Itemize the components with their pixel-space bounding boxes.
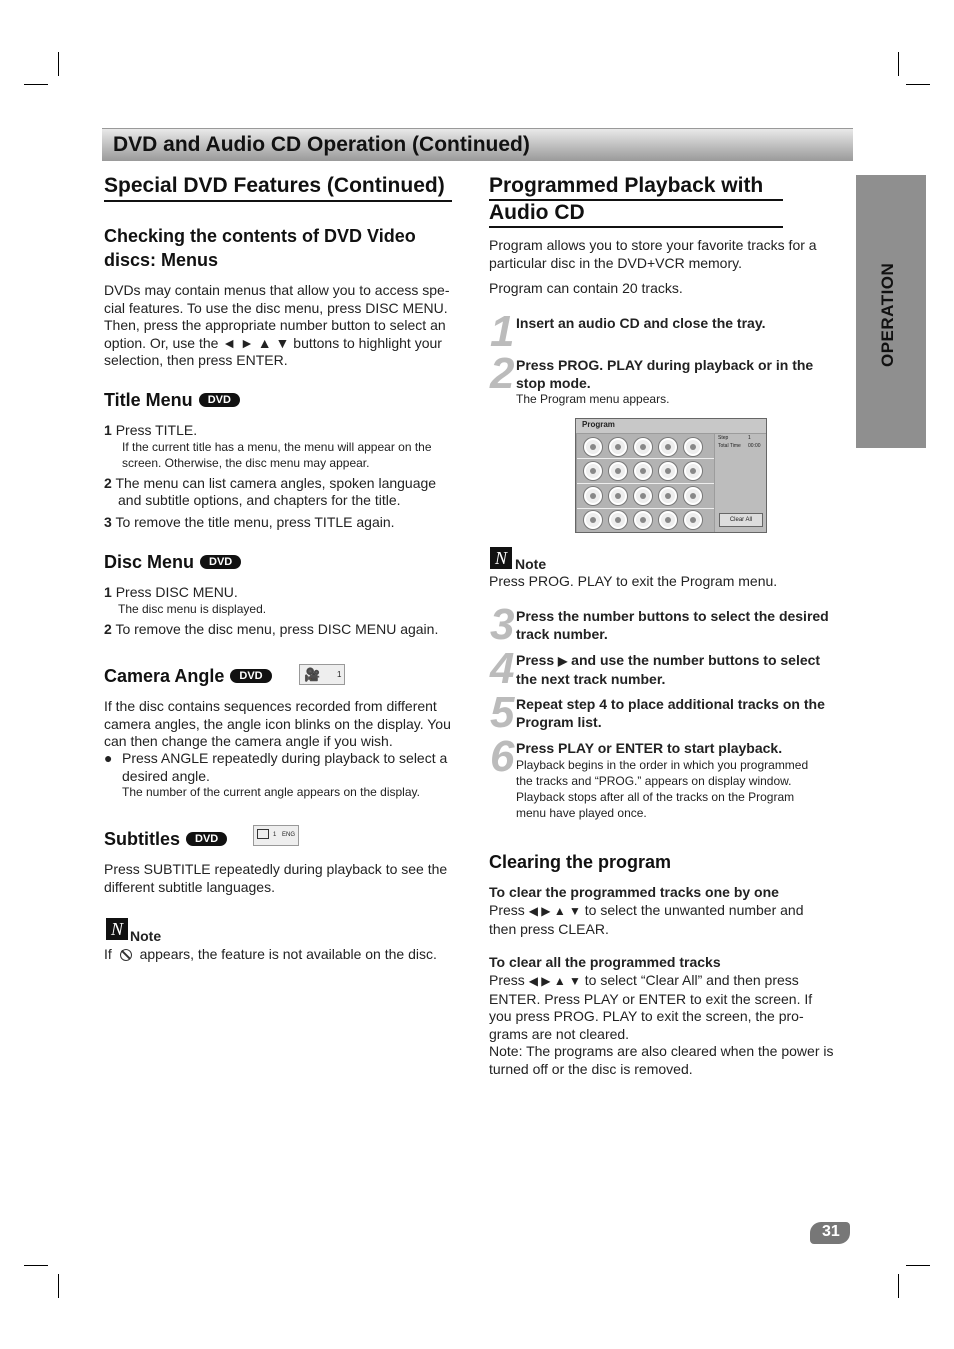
step-5-text — [516, 696, 825, 731]
program-screen — [575, 418, 767, 533]
clear-all-label: Clear All — [729, 517, 753, 523]
text-part: Press — [516, 652, 555, 668]
title-menu-step-2 — [104, 475, 436, 493]
track-slot[interactable] — [609, 487, 627, 505]
track-slot[interactable] — [634, 511, 652, 529]
section-title-right-1: Programmed Playback with — [489, 174, 764, 197]
disc-menu-heading — [104, 552, 241, 573]
step-number: 1 — [104, 422, 112, 438]
clear-one-text — [489, 902, 804, 938]
track-slot[interactable] — [609, 438, 627, 456]
track-slot[interactable] — [659, 462, 677, 480]
step-value: 1 — [748, 435, 751, 441]
text-line: DVDs may contain menus that allow you to access spe- — [104, 282, 450, 298]
track-slot[interactable] — [659, 438, 677, 456]
dvd-badge: DVD — [230, 669, 271, 683]
text-line: Press PROG. PLAY during playback or in the — [516, 357, 814, 373]
title-menu-title: Title Menu — [104, 390, 193, 410]
total-time-label: Total Time — [718, 443, 741, 449]
bullet-subtext: The number of the current angle appears on the display. — [122, 785, 420, 799]
title-menu-heading — [104, 390, 240, 411]
track-slot[interactable] — [634, 438, 652, 456]
angle-value: 1 — [337, 670, 342, 679]
title-underline — [104, 200, 452, 202]
subtitle-icon — [257, 829, 269, 839]
disc-menu-step-2 — [104, 621, 438, 639]
note-text-part: If — [104, 946, 112, 962]
crop-mark — [58, 52, 59, 76]
text-part: Press — [489, 902, 525, 918]
text-line: Press SUBTITLE repeatedly during playback to see the — [104, 861, 448, 877]
track-slot[interactable] — [659, 511, 677, 529]
track-slot[interactable] — [684, 462, 702, 480]
subtitles-heading — [104, 829, 227, 850]
text-line: the tracks and “PROG.” appears on display window. — [516, 774, 792, 788]
text-line: the next track number. — [516, 670, 666, 687]
angle-display — [299, 664, 345, 685]
step-number-large: 6 — [490, 732, 515, 781]
track-slot[interactable] — [659, 487, 677, 505]
track-slot[interactable] — [684, 438, 702, 456]
track-slot[interactable] — [634, 462, 652, 480]
text-line: selection, then press ENTER. — [104, 352, 288, 368]
crop-mark — [898, 52, 899, 76]
crop-mark — [898, 1274, 899, 1298]
crop-mark — [906, 84, 930, 85]
text-line: Press ANGLE repeatedly during playback to select a — [122, 750, 448, 766]
text-line: then press CLEAR. — [489, 920, 609, 937]
text-line: cial features. To use the disc menu, press DISC MENU. — [104, 299, 448, 316]
step-number-large: 1 — [490, 307, 515, 356]
disc-menu-title: Disc Menu — [104, 552, 195, 572]
prohibited-icon — [120, 949, 132, 961]
text-line: you press PROG. PLAY to exit the screen, the pro- — [489, 1008, 804, 1024]
text-line: Playback stops after all of the tracks on the Program — [516, 790, 795, 804]
track-slot[interactable] — [684, 487, 702, 505]
text-line: Playback begins in the order in which you programmed — [516, 758, 809, 772]
step-number-large: 4 — [490, 644, 515, 693]
intro — [489, 237, 817, 272]
crop-mark — [906, 1265, 930, 1266]
step-1-text: Insert an audio CD and close the tray. — [516, 315, 766, 331]
text-line: Program allows you to store your favorite tracks for a — [489, 237, 817, 253]
subtitle-language: ENG — [282, 832, 296, 838]
title-underline — [489, 226, 783, 228]
note-label: Note — [515, 556, 547, 572]
section-title-right-2: Audio CD — [489, 201, 585, 224]
clear-all-text — [489, 972, 833, 1078]
title-menu-step-1-sub — [122, 439, 432, 471]
title-menu-step-3 — [104, 514, 395, 532]
text-part: and use the number buttons to select — [571, 652, 821, 668]
dvd-badge: DVD — [200, 555, 241, 569]
step-text: The menu can list camera angles, spoken language — [115, 475, 437, 491]
crop-mark — [24, 84, 48, 85]
dvd-badge: DVD — [199, 393, 240, 407]
track-slot[interactable] — [634, 487, 652, 505]
text-line: option. Or, use the ◄ ► ▲ ▼ buttons to highlight your — [104, 334, 442, 351]
program-title: Program — [582, 420, 615, 429]
camera-angle-bullet — [122, 750, 447, 785]
checking-body — [104, 282, 469, 370]
text-line: can then change the camera angle if you wish. — [104, 733, 393, 749]
track-slot[interactable] — [684, 511, 702, 529]
text-line: stop mode. — [516, 374, 591, 391]
text-part: to select “Clear All” and then press — [584, 972, 799, 988]
clear-all-title: To clear all the programmed tracks — [489, 954, 721, 970]
step-number: 2 — [104, 621, 112, 637]
subtitle-number: 1 — [273, 832, 277, 838]
intro-line: Program can contain 20 tracks. — [489, 280, 683, 296]
note-label: Note — [130, 928, 162, 944]
text-part: Press — [489, 972, 525, 988]
track-slot[interactable] — [584, 438, 602, 456]
track-slot[interactable] — [584, 462, 602, 480]
checking-title-1: Checking the contents of DVD Video — [104, 226, 416, 246]
note-text-part: appears, the feature is not available on the disc. — [139, 946, 437, 962]
track-slot[interactable] — [609, 511, 627, 529]
text-line: particular disc in the DVD+VCR memory. — [489, 254, 742, 271]
step-number: 2 — [104, 475, 112, 491]
text-line: screen. Otherwise, the disc menu may appear. — [122, 456, 370, 470]
text-line: If the current title has a menu, the menu will appear on the — [122, 440, 432, 454]
crop-mark — [58, 1274, 59, 1298]
clearing-title: Clearing the program — [489, 852, 672, 872]
crop-mark — [24, 1265, 48, 1266]
disc-menu-step-1 — [104, 584, 238, 602]
bullet-icon: ● — [104, 750, 113, 766]
total-time-value: 00:00 — [748, 443, 761, 449]
note-text — [104, 946, 437, 964]
clear-all-button[interactable] — [719, 513, 763, 527]
step-2-text — [516, 357, 813, 392]
clear-one-title: To clear the programmed tracks one by one — [489, 884, 779, 900]
camera-angle-heading — [104, 666, 272, 687]
step-number-large: 5 — [490, 688, 515, 737]
page-title: DVD and Audio CD Operation (Continued) — [113, 133, 530, 156]
text-line: desired angle. — [122, 767, 210, 784]
dvd-badge: DVD — [186, 832, 227, 846]
camera-icon: 🎥 — [304, 667, 321, 682]
camera-angle-title: Camera Angle — [104, 666, 225, 686]
side-tab — [856, 175, 926, 448]
step-label: Step — [718, 435, 729, 441]
step-text: and subtitle options, and chapters for the title. — [118, 492, 401, 508]
page-number: 31 — [822, 1223, 840, 1240]
subtitles-title: Subtitles — [104, 829, 181, 849]
step-6-subtext — [516, 757, 808, 821]
track-slot[interactable] — [584, 511, 602, 529]
text-line: grams are not cleared. — [489, 1025, 630, 1042]
text-line: menu have played once. — [516, 806, 647, 820]
text-line: different subtitle languages. — [104, 878, 275, 895]
track-slot[interactable] — [584, 487, 602, 505]
step-3-text — [516, 608, 829, 643]
step-number-large: 3 — [490, 600, 515, 649]
text-line: Program list. — [516, 713, 602, 730]
page-header — [102, 128, 853, 161]
arrow-keys-icon: ◀ ▶ ▲ ▼ — [528, 974, 581, 988]
text-line: Press the number buttons to select the desired — [516, 608, 829, 624]
step-2-subtext: The Program menu appears. — [516, 392, 670, 406]
text-line: Repeat step 4 to place additional tracks on the — [516, 696, 825, 712]
text-line: track number. — [516, 625, 608, 642]
title-menu-step-1 — [104, 422, 197, 440]
page-number-badge — [810, 1222, 850, 1244]
side-tab-label: OPERATION — [878, 262, 897, 367]
arrow-keys-icon: ◀ ▶ ▲ ▼ — [528, 904, 581, 918]
camera-angle-body — [104, 698, 469, 751]
right-arrow-icon: ▶ — [558, 654, 568, 668]
note-text: Press PROG. PLAY to exit the Program menu. — [489, 573, 778, 589]
step-6-text: Press PLAY or ENTER to start playback. — [516, 740, 783, 756]
text-line: turned off or the disc is removed. — [489, 1060, 693, 1077]
text-line: Then, press the appropriate number button to select an — [104, 317, 446, 333]
step-text: Press TITLE. — [115, 422, 198, 438]
note-icon: N — [106, 918, 128, 940]
subtitle-display — [253, 825, 299, 846]
step-4-text — [516, 652, 820, 688]
step-number: 3 — [104, 514, 112, 530]
text-line: Note: The programs are also cleared when the power is — [489, 1043, 834, 1059]
text-part: to select the unwanted number and — [584, 902, 804, 918]
note-icon: N — [490, 547, 512, 569]
text-line: If the disc contains sequences recorded from different — [104, 698, 437, 714]
step-subtext: The disc menu is displayed. — [118, 602, 267, 616]
text-line: camera angles, the angle icon blinks on the display. You — [104, 715, 451, 732]
checking-title-2: discs: Menus — [104, 250, 219, 270]
step-text: To remove the disc menu, press DISC MENU again. — [115, 621, 439, 637]
step-number: 1 — [104, 584, 112, 600]
section-title-left: Special DVD Features (Continued) — [104, 174, 445, 197]
text-line: ENTER. Press PLAY or ENTER to exit the screen. If — [489, 990, 813, 1007]
step-number-large: 2 — [490, 349, 515, 398]
track-slot[interactable] — [609, 462, 627, 480]
subtitles-body — [104, 861, 447, 896]
step-text: Press DISC MENU. — [115, 584, 238, 600]
step-text: To remove the title menu, press TITLE again. — [115, 514, 395, 530]
